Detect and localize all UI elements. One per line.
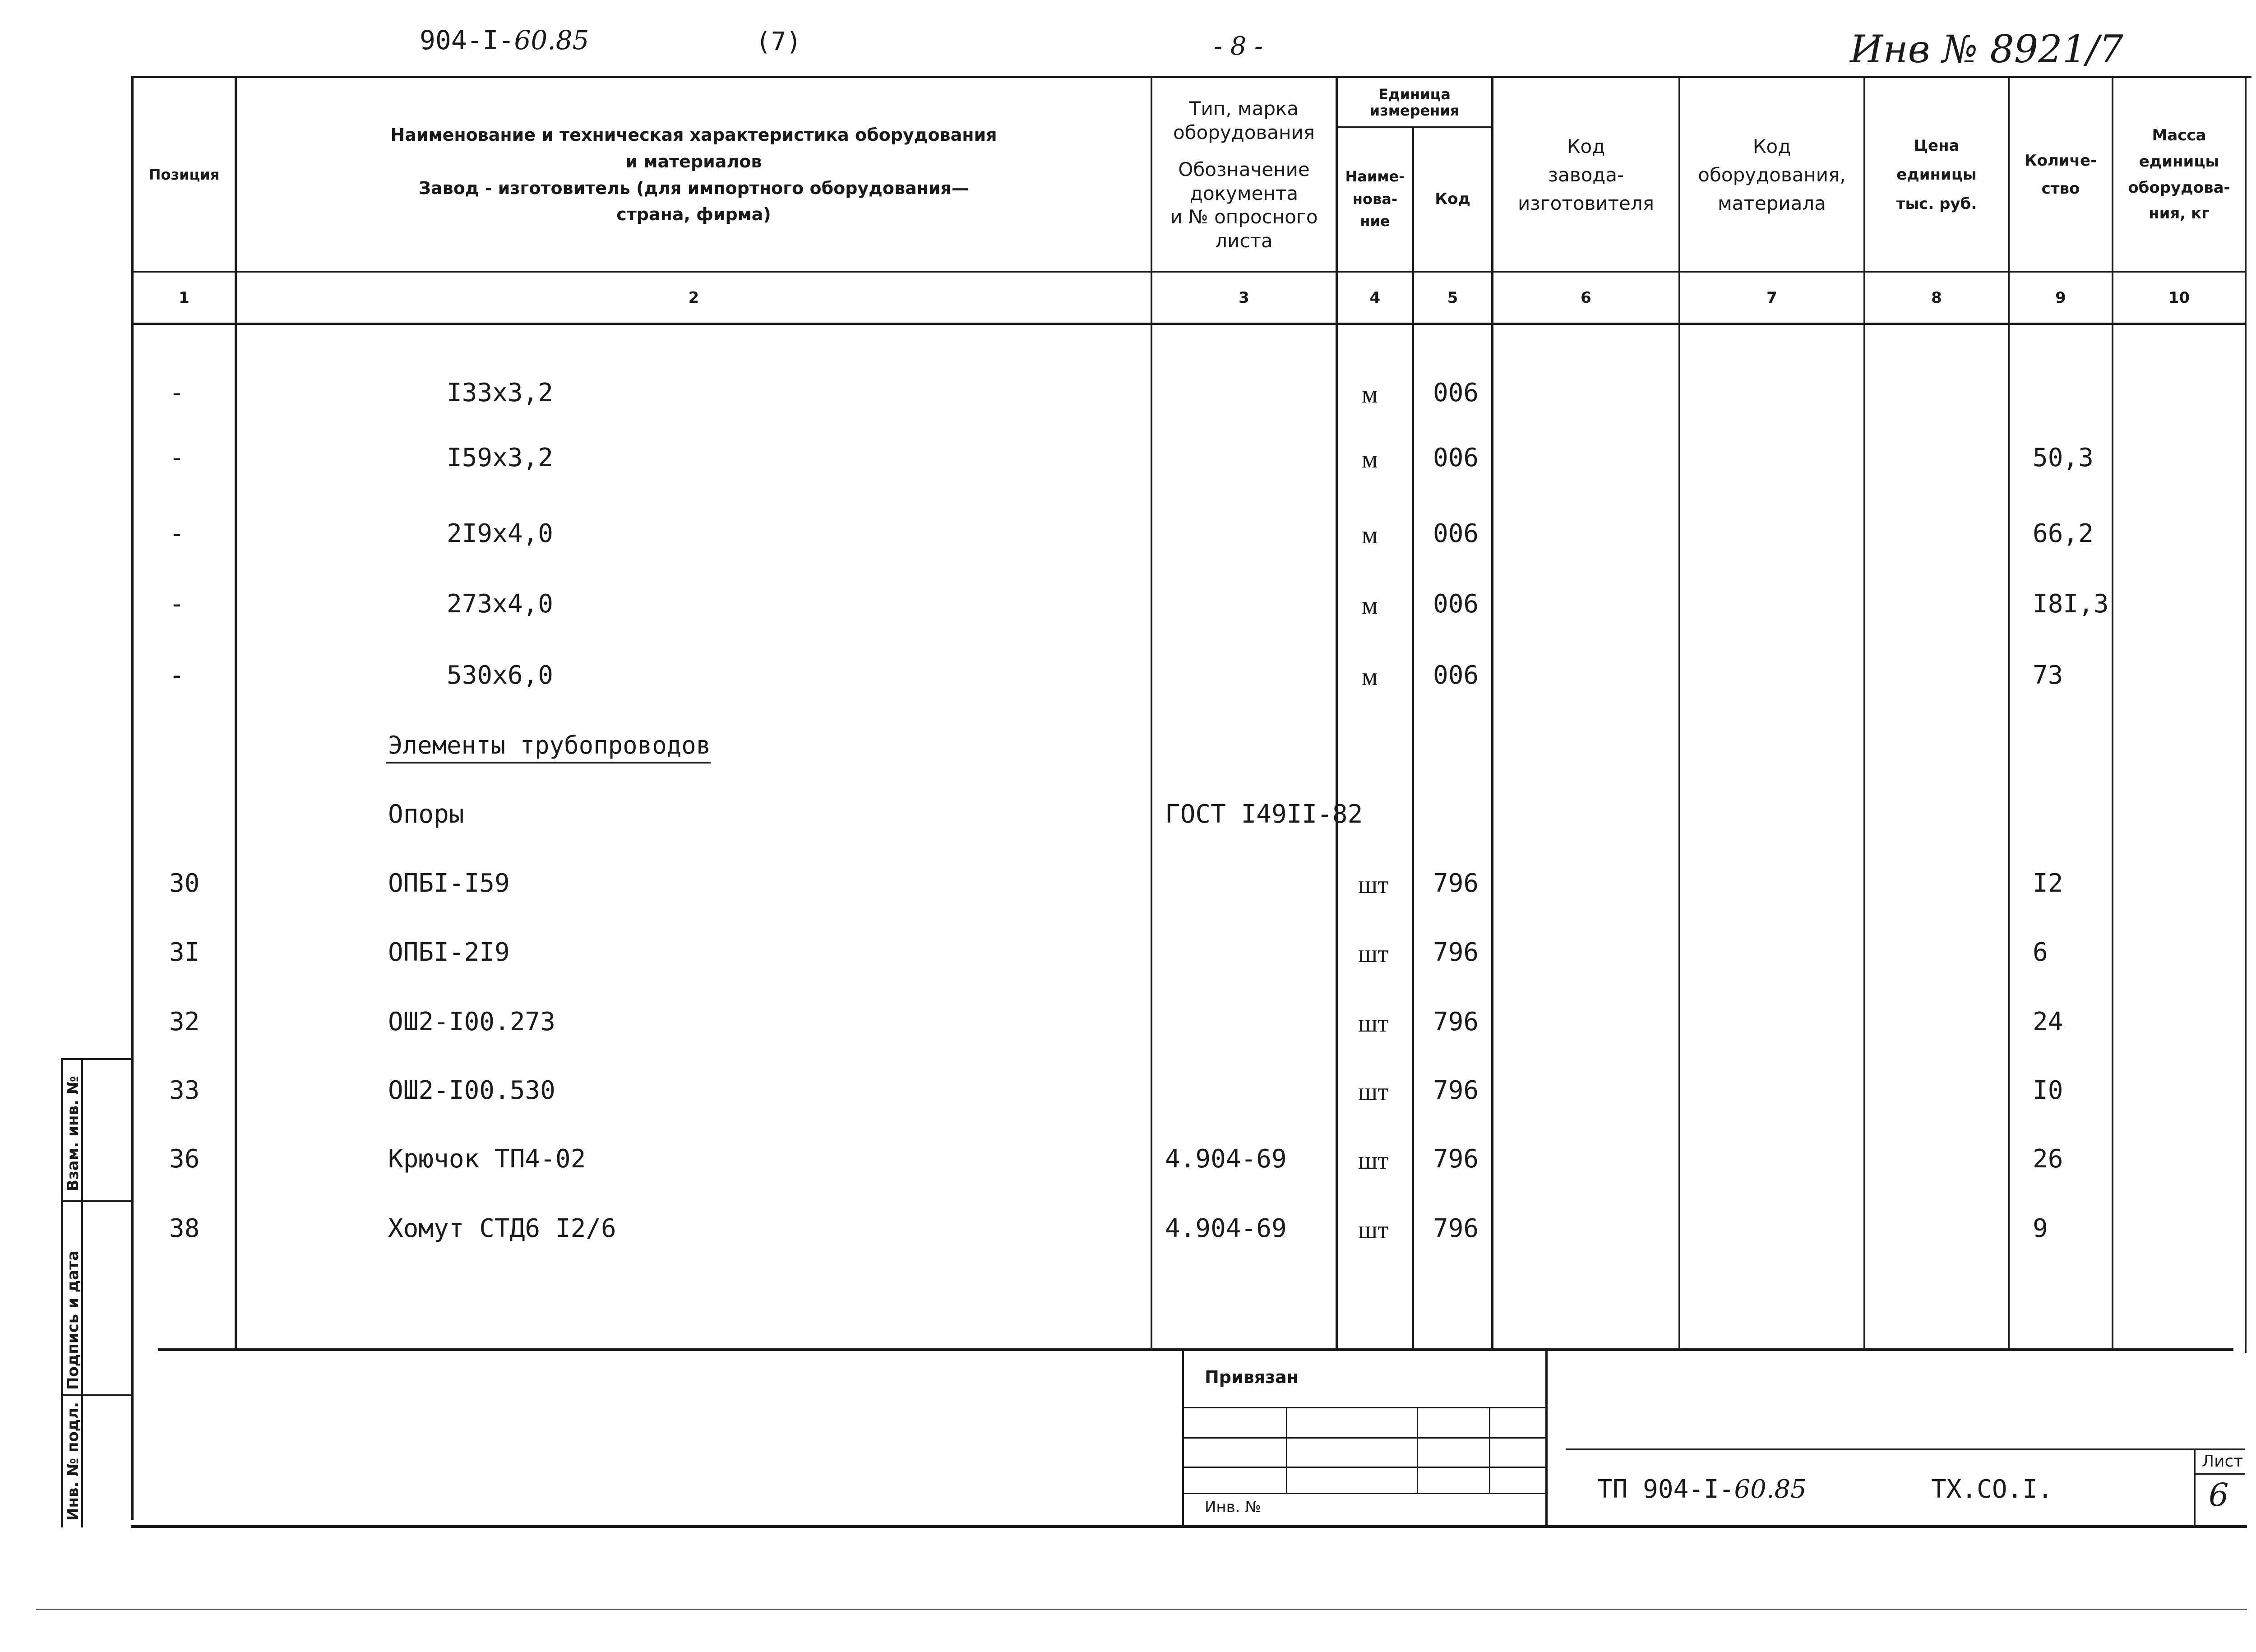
header-material-code [1680, 79, 1863, 271]
row-1-qty: 50,3 [2033, 443, 2094, 472]
sheet-label: Лист [2202, 1452, 2243, 1471]
header-mass-line-3: оборудова- [2128, 178, 2230, 197]
row-0-name: I33x3,2 [447, 378, 554, 407]
row-1-code: 006 [1433, 443, 1479, 472]
row-6-name: Опоры [388, 800, 464, 829]
row-2-pos: - [169, 519, 185, 548]
sheet-number-paren: (7) [756, 27, 802, 56]
row-3-name: 273x4,0 [447, 589, 554, 619]
row-4-name: 530x6,0 [447, 661, 554, 690]
binding-line-3 [1184, 1467, 1545, 1468]
row-12-pos: 38 [169, 1214, 200, 1243]
row-2-unit: м [1362, 521, 1378, 549]
side-stamp-line-1 [61, 1200, 133, 1202]
header-price-line-3: тыс. руб. [1896, 194, 1977, 213]
row-2-name: 2I9x4,0 [447, 519, 554, 548]
header-name [237, 79, 1151, 271]
column-number-9: 9 [2055, 288, 2066, 307]
project-code-handwritten: 60.85 [1734, 1475, 1807, 1504]
side-stamp-top [61, 1058, 133, 1060]
row-11-doc: 4.904-69 [1165, 1144, 1287, 1174]
row-7-qty: I2 [2033, 869, 2063, 898]
sheet-box-mid [2196, 1473, 2245, 1475]
side-stamp-outer-left [61, 1058, 63, 1527]
binding-box-right [1545, 1351, 1548, 1525]
side-stamp-inv-orig: Инв. № подл. [64, 1402, 82, 1521]
row-11-qty: 26 [2033, 1144, 2063, 1174]
row-3-pos: - [169, 589, 185, 619]
row-4-code: 006 [1433, 661, 1479, 690]
header-mass-line-2: единицы [2139, 152, 2219, 171]
header-unit-name [1338, 128, 1412, 271]
side-stamp-sign-date: Подпись и дата [64, 1250, 82, 1390]
row-2-qty: 66,2 [2033, 519, 2094, 548]
row-2-code: 006 [1433, 519, 1479, 548]
row-10-qty: I0 [2033, 1076, 2063, 1105]
row-9-qty: 24 [2033, 1007, 2063, 1037]
row-12-name: Хомут СТД6 I2/6 [388, 1214, 616, 1243]
sheet-number: 6 [2209, 1476, 2229, 1513]
row-4-pos: - [169, 661, 185, 690]
row-11-unit: шт [1358, 1147, 1389, 1175]
row-12-code: 796 [1433, 1214, 1479, 1243]
row-0-pos: - [169, 378, 185, 407]
row-6-doc: ГОСТ I49II-82 [1165, 800, 1363, 829]
row-10-unit: шт [1358, 1078, 1389, 1106]
column-number-3: 3 [1239, 288, 1249, 307]
header-unit-name-line-3: ние [1360, 213, 1390, 230]
row-1-unit: м [1362, 445, 1378, 473]
row-9-unit: шт [1358, 1009, 1389, 1037]
row-3-code: 006 [1433, 589, 1479, 619]
document-mark: ТХ.СО.I. [1931, 1475, 2053, 1504]
row-3-unit: м [1362, 592, 1378, 620]
header-unit-group [1338, 79, 1491, 126]
row-9-pos: 32 [169, 1007, 200, 1037]
header-price-line-1: Цена [1914, 136, 1960, 155]
binding-line-4 [1184, 1493, 1545, 1494]
row-7-name: ОПБI-I59 [388, 869, 510, 898]
row-12-doc: 4.904-69 [1165, 1214, 1287, 1243]
header-quantity [2010, 79, 2112, 271]
binding-divider-2 [1417, 1407, 1418, 1493]
row-11-code: 796 [1433, 1144, 1479, 1174]
column-number-10: 10 [2168, 288, 2190, 307]
row-8-qty: 6 [2033, 938, 2048, 967]
header-position-label: Позиция [148, 166, 220, 183]
header-quantity-line-2: ство [2041, 179, 2080, 198]
column-number-8: 8 [1931, 288, 1942, 307]
header-price [1865, 79, 2008, 271]
row-8-name: ОПБI-2I9 [388, 938, 510, 967]
header-name-line-2: и материалов [625, 151, 762, 171]
row-11-name: Крючок ТП4-02 [388, 1144, 586, 1174]
project-code-prefix: ТП 904-I- [1597, 1475, 1734, 1504]
header-type [1152, 79, 1336, 271]
column-number-5: 5 [1447, 288, 1458, 307]
header-mass [2113, 79, 2245, 271]
header-mass-line-4: ния, кг [2149, 204, 2210, 223]
frame-right-line [2245, 76, 2247, 1353]
row-9-code: 796 [1433, 1007, 1479, 1037]
column-number-7: 7 [1766, 288, 1777, 307]
header-position [134, 79, 235, 271]
page-marker: - 8 - [1214, 32, 1263, 61]
header-unit-code [1414, 128, 1491, 271]
row-3-qty: I8I,3 [2033, 589, 2109, 619]
header-type-line-3: Обозначение [1178, 158, 1310, 180]
column-number-2: 2 [688, 288, 699, 307]
row-7-pos: 30 [169, 869, 200, 898]
row-12-unit: шт [1358, 1216, 1389, 1244]
column-number-6: 6 [1581, 288, 1591, 307]
document-code [420, 25, 589, 56]
row-0-unit: м [1362, 380, 1378, 408]
row-4-qty: 73 [2033, 661, 2063, 690]
header-unit-name-line-2: нова- [1352, 190, 1398, 208]
row-8-unit: шт [1358, 940, 1389, 968]
header-material-code-line-2: оборудования, [1698, 164, 1846, 186]
row-7-code: 796 [1433, 869, 1479, 898]
row-8-pos: 3I [169, 938, 200, 967]
row-10-name: ОШ2-I00.530 [388, 1076, 555, 1105]
header-type-line-5: и № опросного [1170, 206, 1318, 228]
row-7-unit: шт [1358, 871, 1389, 899]
header-factory-code-line-2: завода- [1548, 164, 1624, 186]
header-unit-code-label: Код [1435, 190, 1470, 208]
row-11-pos: 36 [169, 1144, 200, 1174]
header-price-line-2: единицы [1896, 166, 1977, 184]
column-number-line [134, 323, 2245, 325]
section-heading-pipeline-elements: Элементы трубопроводов [388, 731, 711, 759]
header-material-code-line-3: материала [1717, 192, 1826, 214]
row-9-name: ОШ2-I00.273 [388, 1007, 555, 1037]
header-type-line-6: листа [1215, 229, 1273, 252]
frame-top-line [131, 76, 2251, 78]
row-10-pos: 33 [169, 1076, 200, 1105]
inventory-number: Инв № 8921/7 [1850, 27, 2123, 71]
frame-bottom-line [131, 1525, 2247, 1528]
inv-no-label: Инв. № [1205, 1498, 1261, 1516]
document-code-handwritten: 60.85 [514, 25, 589, 56]
section-heading-underline [386, 762, 711, 764]
header-type-line-4: документа [1189, 182, 1299, 204]
header-factory-code [1493, 79, 1678, 271]
document-code-prefix: 904-I- [420, 25, 514, 56]
row-1-name: I59x3,2 [447, 443, 554, 472]
sheet-box-left [2194, 1448, 2196, 1525]
header-factory-code-line-1: Код [1567, 135, 1605, 157]
binding-divider-1 [1286, 1407, 1287, 1493]
header-quantity-line-1: Количе- [2024, 152, 2097, 170]
row-12-qty: 9 [2033, 1214, 2048, 1243]
header-name-line-4: страна, фирма) [616, 204, 771, 225]
row-8-code: 796 [1433, 938, 1479, 967]
header-unit-group-label: Единица измерения [1369, 86, 1460, 119]
binding-line-2 [1184, 1437, 1545, 1439]
column-number-1: 1 [179, 288, 190, 307]
row-1-pos: - [169, 443, 185, 472]
header-name-line-3: Завод - изготовитель (для импортного оборудования— [419, 178, 969, 198]
row-10-code: 796 [1433, 1076, 1479, 1105]
header-material-code-line-1: Код [1752, 135, 1791, 157]
header-unit-name-line-1: Наиме- [1345, 168, 1405, 185]
row-4-unit: м [1362, 663, 1378, 691]
outer-bottom-border [36, 1609, 2247, 1610]
title-block-top-line [158, 1348, 2233, 1351]
header-type-line-1: Тип, марка [1189, 97, 1299, 120]
row-0-code: 006 [1433, 378, 1479, 407]
binding-line-1 [1184, 1407, 1545, 1408]
header-factory-code-line-3: изготовителя [1517, 192, 1655, 214]
project-code-top-line [1566, 1448, 2245, 1450]
header-mass-line-1: Масса [2152, 126, 2206, 144]
binding-divider-3 [1489, 1407, 1490, 1493]
project-code [1597, 1475, 1807, 1504]
side-stamp-line-2 [61, 1394, 133, 1396]
header-name-line-1: Наименование и техническая характеристика оборудования [390, 125, 997, 145]
header-type-line-2: оборудования [1173, 121, 1315, 143]
column-number-4: 4 [1369, 288, 1381, 307]
side-stamp-replaced-inv: Взам. инв. № [64, 1076, 82, 1191]
binding-label: Привязан [1205, 1367, 1299, 1387]
